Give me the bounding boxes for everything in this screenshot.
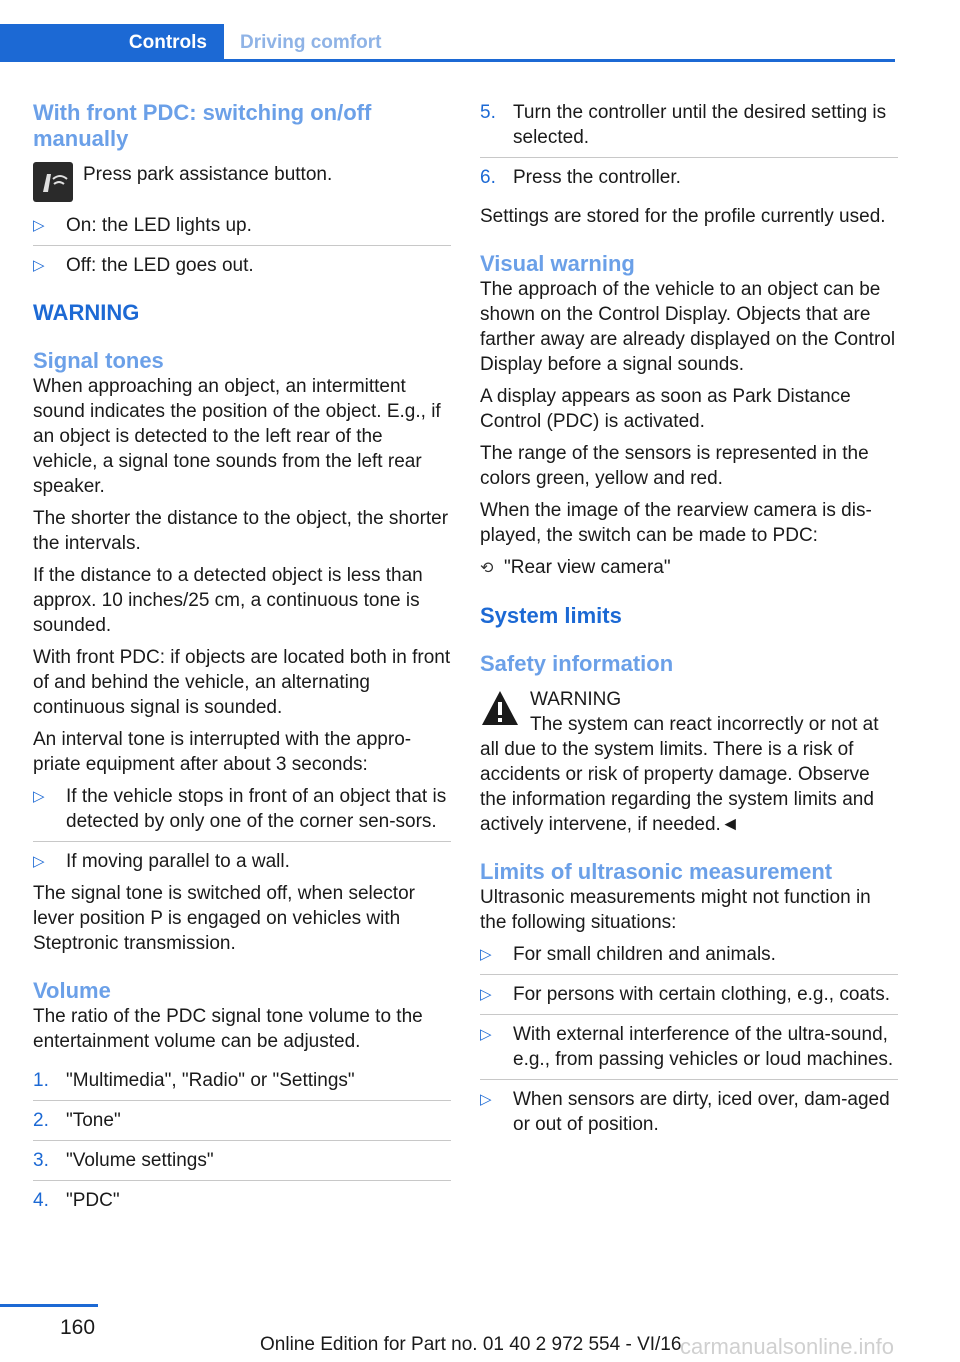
interrupt-list: [33, 784, 451, 874]
list-item: ▷ If the vehicle stops in front of an object that is detected by only one of the corner sen‐sors.: [33, 784, 451, 842]
paragraph: The signal tone is switched off, when selector lever position P is engaged on vehicles with Steptronic transmission.: [33, 883, 415, 954]
heading-front-pdc: With front PDC: switching on/off manually: [33, 100, 372, 151]
heading-ultrasonic-limits: Limits of ultrasonic measurement: [480, 859, 833, 884]
footer-accent-line: [0, 1304, 98, 1307]
warning-text: The system can react incorrectly or not at all due to the system limits. There is a risk of accidents or risk of property damage. Observe the information regarding the system limits and actively intervene, if needed.◄: [480, 714, 879, 835]
paragraph: When the image of the rearview camera is dis‐played, the switch can be made to PDC:: [480, 500, 872, 546]
paragraph: With front PDC: if objects are located both in front of and behind the vehicle, an alternating continuous signal is sounded.: [33, 647, 451, 718]
warning-heading: WARNING: [33, 300, 140, 325]
paragraph: The shorter the distance to the object, the shorter the intervals.: [33, 508, 449, 554]
triangle-bullet-icon: ▷: [480, 1091, 492, 1108]
left-column: [33, 100, 451, 1220]
list-item: ▷ With external interference of the ultra‐sound, e.g., from passing vehicles or loud machines.: [480, 1022, 898, 1080]
paragraph: An interval tone is interrupted with the appro‐priate equipment after about 3 seconds:: [33, 729, 412, 775]
warning-triangle-icon: [480, 689, 520, 727]
tab-controls[interactable]: Controls: [0, 24, 224, 62]
led-list: [33, 213, 451, 278]
heading-system-limits: System limits: [480, 603, 622, 628]
list-item: 1. "Multimedia", "Radio" or "Settings": [33, 1068, 451, 1101]
edition-text: Online Edition for Part no. 01 40 2 972 554 - VI/16: [260, 1334, 682, 1355]
list-item: ▷ For small children and animals.: [480, 942, 898, 975]
page-number: 160: [60, 1316, 96, 1339]
press-button-text: Press park assistance button.: [83, 164, 333, 185]
right-column: [480, 100, 898, 1137]
triangle-bullet-icon: ▷: [33, 257, 45, 274]
paragraph: Ultrasonic measurements might not function in the following situations:: [480, 887, 871, 933]
warning-title: WARNING: [530, 689, 622, 710]
rear-camera-row: ⟲ "Rear view camera": [480, 555, 898, 581]
paragraph: If the distance to a detected object is less than approx. 10 inches/25 cm, a continuous tone is sounded.: [33, 565, 423, 636]
tab-driving-comfort[interactable]: Driving comfort: [240, 32, 382, 53]
triangle-bullet-icon: ▷: [480, 946, 492, 963]
paragraph: When approaching an object, an intermittent sound indicates the position of the object. E.g., if an object is detected to the left rear of the vehicle, a signal tone sounds from the left rear speaker.: [33, 376, 441, 497]
paragraph: A display appears as soon as Park Distance Control (PDC) is activated.: [480, 386, 851, 432]
triangle-bullet-icon: ▷: [33, 217, 45, 234]
list-item: 5. Turn the controller until the desired setting is selected.: [480, 100, 898, 158]
list-item: 2. "Tone": [33, 1108, 451, 1141]
list-item: ▷ For persons with certain clothing, e.g., coats.: [480, 982, 898, 1015]
list-item: ▷ When sensors are dirty, iced over, dam‐aged or out of position.: [480, 1089, 890, 1135]
list-item: 3. "Volume settings": [33, 1148, 451, 1181]
list-item: ▷ Off: the LED goes out.: [33, 255, 254, 276]
list-item: 4. "PDC": [33, 1190, 120, 1211]
paragraph: Settings are stored for the profile currently used.: [480, 206, 886, 227]
heading-volume: Volume: [33, 978, 111, 1003]
list-item: ▷ On: the LED lights up.: [33, 213, 451, 246]
triangle-bullet-icon: ▷: [33, 853, 45, 870]
heading-signal-tones: Signal tones: [33, 348, 164, 373]
triangle-bullet-icon: ▷: [480, 986, 492, 1003]
volume-steps-continued: [480, 100, 898, 197]
paragraph: The range of the sensors is represented in the colors green, yellow and red.: [480, 443, 869, 489]
watermark-text: carmanualsonline.info: [680, 1334, 895, 1359]
paragraph: The ratio of the PDC signal tone volume to the entertainment volume can be adjusted.: [33, 1006, 423, 1052]
rear-camera-icon: ⟲: [480, 560, 494, 577]
list-item: 6. Press the controller.: [480, 167, 681, 188]
ultrasonic-list: [480, 942, 898, 1137]
heading-visual-warning: Visual warning: [480, 251, 635, 276]
list-item: ▷ If moving parallel to a wall.: [33, 851, 290, 872]
park-assist-row: [33, 162, 451, 206]
warning-block: [480, 687, 898, 837]
heading-safety-information: Safety information: [480, 651, 674, 676]
triangle-bullet-icon: ▷: [480, 1026, 492, 1043]
volume-steps: [33, 1068, 451, 1220]
paragraph: The approach of the vehicle to an object can be shown on the Control Display. Objects that are farther away are already displayed on the Control Display before a signal sounds.: [480, 279, 896, 375]
header-bar: [0, 24, 895, 62]
triangle-bullet-icon: ▷: [33, 788, 45, 805]
park-assistance-button-icon: [33, 162, 73, 202]
